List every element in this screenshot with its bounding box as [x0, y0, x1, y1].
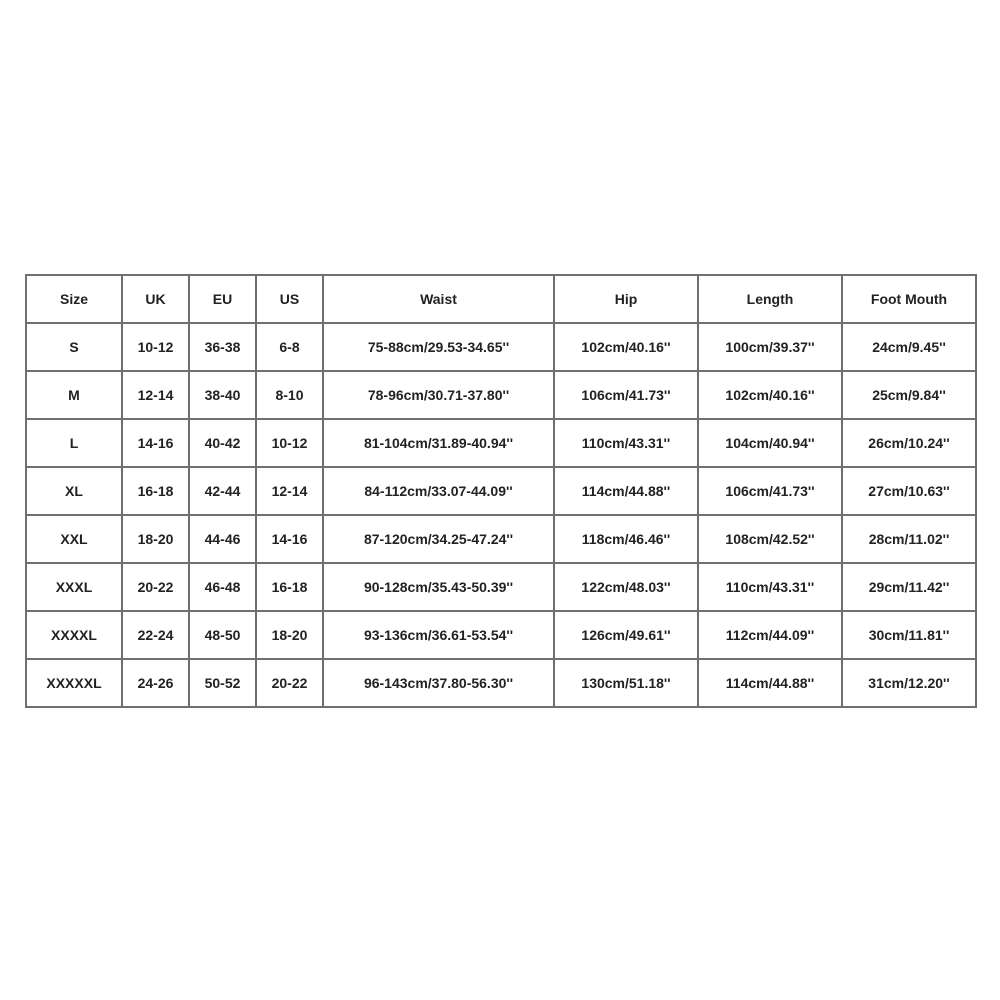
header-us: US [256, 275, 323, 323]
cell-eu: 48-50 [189, 611, 256, 659]
cell-length: 104cm/40.94'' [698, 419, 842, 467]
table-row [26, 611, 976, 659]
cell-hip: 102cm/40.16'' [554, 323, 698, 371]
cell-foot-mouth: 29cm/11.42'' [842, 563, 976, 611]
cell-uk: 24-26 [122, 659, 189, 707]
cell-waist: 84-112cm/33.07-44.09'' [323, 467, 554, 515]
cell-length: 114cm/44.88'' [698, 659, 842, 707]
cell-foot-mouth: 27cm/10.63'' [842, 467, 976, 515]
cell-us: 16-18 [256, 563, 323, 611]
cell-hip: 106cm/41.73'' [554, 371, 698, 419]
cell-uk: 14-16 [122, 419, 189, 467]
cell-waist: 75-88cm/29.53-34.65'' [323, 323, 554, 371]
cell-uk: 12-14 [122, 371, 189, 419]
header-foot-mouth: Foot Mouth [842, 275, 976, 323]
table-row [26, 659, 976, 707]
cell-length: 110cm/43.31'' [698, 563, 842, 611]
cell-hip: 126cm/49.61'' [554, 611, 698, 659]
cell-hip: 122cm/48.03'' [554, 563, 698, 611]
cell-hip: 110cm/43.31'' [554, 419, 698, 467]
cell-foot-mouth: 25cm/9.84'' [842, 371, 976, 419]
cell-uk: 18-20 [122, 515, 189, 563]
cell-uk: 20-22 [122, 563, 189, 611]
cell-size: S [26, 323, 122, 371]
cell-us: 18-20 [256, 611, 323, 659]
header-hip: Hip [554, 275, 698, 323]
cell-length: 108cm/42.52'' [698, 515, 842, 563]
cell-uk: 16-18 [122, 467, 189, 515]
size-chart-table [25, 274, 977, 708]
cell-eu: 38-40 [189, 371, 256, 419]
table-header-row [26, 275, 976, 323]
cell-eu: 46-48 [189, 563, 256, 611]
cell-us: 6-8 [256, 323, 323, 371]
cell-foot-mouth: 30cm/11.81'' [842, 611, 976, 659]
cell-us: 14-16 [256, 515, 323, 563]
table-row [26, 467, 976, 515]
cell-waist: 90-128cm/35.43-50.39'' [323, 563, 554, 611]
cell-waist: 87-120cm/34.25-47.24'' [323, 515, 554, 563]
cell-waist: 81-104cm/31.89-40.94'' [323, 419, 554, 467]
cell-us: 12-14 [256, 467, 323, 515]
cell-us: 20-22 [256, 659, 323, 707]
cell-us: 8-10 [256, 371, 323, 419]
table-row [26, 563, 976, 611]
cell-waist: 93-136cm/36.61-53.54'' [323, 611, 554, 659]
cell-eu: 42-44 [189, 467, 256, 515]
header-uk: UK [122, 275, 189, 323]
table-row [26, 323, 976, 371]
cell-uk: 10-12 [122, 323, 189, 371]
cell-waist: 96-143cm/37.80-56.30'' [323, 659, 554, 707]
cell-foot-mouth: 31cm/12.20'' [842, 659, 976, 707]
cell-size: XXXL [26, 563, 122, 611]
cell-hip: 114cm/44.88'' [554, 467, 698, 515]
cell-size: M [26, 371, 122, 419]
table-row [26, 419, 976, 467]
cell-hip: 118cm/46.46'' [554, 515, 698, 563]
header-length: Length [698, 275, 842, 323]
cell-foot-mouth: 24cm/9.45'' [842, 323, 976, 371]
cell-size: XXL [26, 515, 122, 563]
cell-length: 112cm/44.09'' [698, 611, 842, 659]
cell-eu: 36-38 [189, 323, 256, 371]
cell-length: 100cm/39.37'' [698, 323, 842, 371]
cell-foot-mouth: 28cm/11.02'' [842, 515, 976, 563]
cell-hip: 130cm/51.18'' [554, 659, 698, 707]
cell-eu: 40-42 [189, 419, 256, 467]
cell-eu: 44-46 [189, 515, 256, 563]
cell-uk: 22-24 [122, 611, 189, 659]
cell-us: 10-12 [256, 419, 323, 467]
cell-size: XXXXL [26, 611, 122, 659]
cell-length: 106cm/41.73'' [698, 467, 842, 515]
cell-size: L [26, 419, 122, 467]
cell-length: 102cm/40.16'' [698, 371, 842, 419]
cell-size: XL [26, 467, 122, 515]
header-eu: EU [189, 275, 256, 323]
cell-size: XXXXXL [26, 659, 122, 707]
table-row [26, 371, 976, 419]
header-size: Size [26, 275, 122, 323]
cell-foot-mouth: 26cm/10.24'' [842, 419, 976, 467]
cell-eu: 50-52 [189, 659, 256, 707]
cell-waist: 78-96cm/30.71-37.80'' [323, 371, 554, 419]
table-body [26, 323, 976, 707]
table-row [26, 515, 976, 563]
header-waist: Waist [323, 275, 554, 323]
